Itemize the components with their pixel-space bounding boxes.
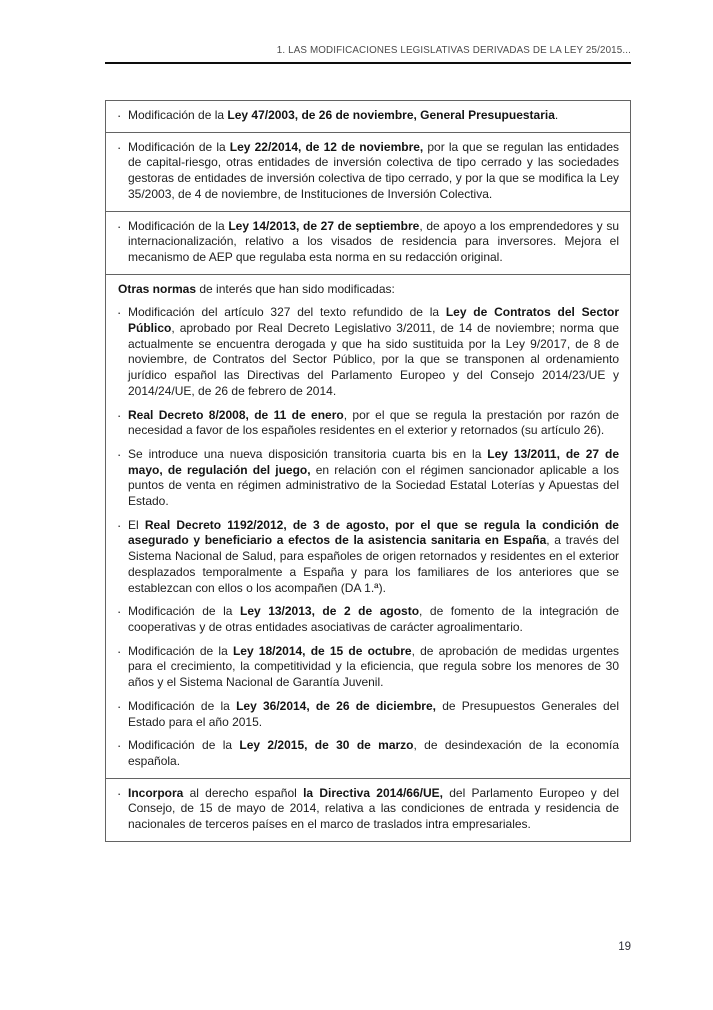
list-item-text: Modificación del artículo 327 del texto refundido de la Ley de Contratos del Sector Público, aprobado por Real Decreto Legislativo 3/2011, de 14 de noviembre; norma que actualmente se encuentra derogada y que ha sido sustituida por la Ley 9/2017, de 8 de noviembre, de Contratos del Sector Público, por la que se transponen al ordenamiento jurídico español las Directivas del Parlamento Europeo y del Consejo 2014/23/UE y 2014/24/UE, de 26 de febrero de 2014. xyxy=(128,305,619,398)
list-item-text: Modificación de la Ley 22/2014, de 12 de noviembre, por la que se regulan las entidades de capital-riesgo, otras entidades de inversión colectiva de tipo cerrado y las sociedades gestoras de entidades de inversión colectiva de tipo cerrado, y por la que se modifica la Ley 35/2003, de 4 de noviembre, de Instituciones de Inversión Colectiva. xyxy=(128,139,619,201)
box-row-ley-47-2003 xyxy=(106,101,630,132)
list-item xyxy=(117,699,619,730)
bullet-icon: · xyxy=(117,305,122,321)
list-item-text: Se introduce una nueva disposición transitoria cuarta bis en la Ley 13/2011, de 27 de mayo, de regulación del juego, en relación con el régimen sancionador aplicable a los puntos de venta en régimen administrativo de la Sociedad Estatal Loterías y Apuestas del Estado. xyxy=(128,446,619,509)
list-item xyxy=(117,604,619,635)
running-header: 1. LAS MODIFICACIONES LEGISLATIVAS DERIVADAS DE LA LEY 25/2015... xyxy=(276,45,631,56)
list-item-text: Modificación de la Ley 13/2013, de 2 de agosto, de fomento de la integración de cooperativas y de otras entidades asociativas de carácter agroalimentario. xyxy=(128,604,620,634)
list-item-text: Real Decreto 8/2008, de 11 de enero, por el que se regula la prestación por razón de necesidad a favor de los españoles residentes en el exterior y retornados (su artículo 26). xyxy=(128,407,619,438)
box-row-ley-22-2014 xyxy=(106,132,630,211)
list-item-text: El Real Decreto 1192/2012, de 3 de agosto, por el que se regula la condición de asegurado y beneficiario a efectos de la asistencia sanitaria en España, a través del Sistema Nacional de Salud, para españoles de origen retornados y residentes en el exterior desplazados temporalmente a España y para los familiares de los anteriores que se establezcan con ellos o los acompañen (DA 1.ª). xyxy=(128,517,620,595)
list-item xyxy=(117,786,619,833)
box-row-incorpora xyxy=(106,778,630,841)
bullet-icon: · xyxy=(117,139,122,155)
list-item xyxy=(117,140,619,203)
bullet-icon: · xyxy=(117,407,122,423)
list-item xyxy=(117,108,619,124)
box-row-otras-normas xyxy=(106,274,630,778)
list-item xyxy=(117,219,619,266)
bullet-icon: · xyxy=(117,218,122,234)
list-item xyxy=(117,305,619,399)
list-item xyxy=(117,408,619,439)
list-item-text: Modificación de la Ley 36/2014, de 26 de diciembre, de Presupuestos Generales del Estado para el año 2015. xyxy=(128,698,619,729)
box-row-ley-14-2013 xyxy=(106,211,630,274)
content-column xyxy=(105,0,631,842)
bullet-icon: · xyxy=(117,643,122,659)
list-item xyxy=(117,447,619,510)
section-lead: Otras normas de interés que han sido modificadas: xyxy=(118,281,395,296)
bullet-icon: · xyxy=(117,604,122,620)
modifications-box xyxy=(105,100,631,842)
bullet-icon: · xyxy=(117,698,122,714)
header-rule xyxy=(105,62,631,64)
list-item-text: Modificación de la Ley 14/2013, de 27 de septiembre, de apoyo a los emprendedores y su internacionalización, relativo a los visados de residencia para inversores. Mejora el mecanismo de AEP que regulaba esta norma en su redacción original. xyxy=(128,218,619,264)
list-item-text: Modificación de la Ley 18/2014, de 15 de octubre, de aprobación de medidas urgentes para el crecimiento, la competitividad y la eficiencia, que regula sobre los menores de 30 años y el Sistema Nacional de Garantía Juvenil. xyxy=(128,643,619,690)
otras-normas-list xyxy=(117,305,619,769)
list-item xyxy=(117,518,619,597)
bullet-icon: · xyxy=(117,785,122,801)
bullet-icon: · xyxy=(117,738,122,754)
list-item xyxy=(117,644,619,691)
list-item-text: Modificación de la Ley 47/2003, de 26 de noviembre, General Presupuestaria. xyxy=(128,108,559,122)
list-item-text: Incorpora al derecho español la Directiva 2014/66/UE, del Parlamento Europeo y del Consejo, de 15 de mayo de 2014, relativa a las condiciones de entrada y residencia de nacionales de terceros países en el marco de traslados intra empresariales. xyxy=(128,785,619,832)
list-item-text: Modificación de la Ley 2/2015, de 30 de marzo, de desindexación de la economía española. xyxy=(128,738,619,768)
page-number: 19 xyxy=(618,941,631,953)
bullet-icon: · xyxy=(117,108,122,123)
bullet-icon: · xyxy=(117,446,122,462)
list-item xyxy=(117,738,619,769)
bullet-icon: · xyxy=(117,517,122,533)
